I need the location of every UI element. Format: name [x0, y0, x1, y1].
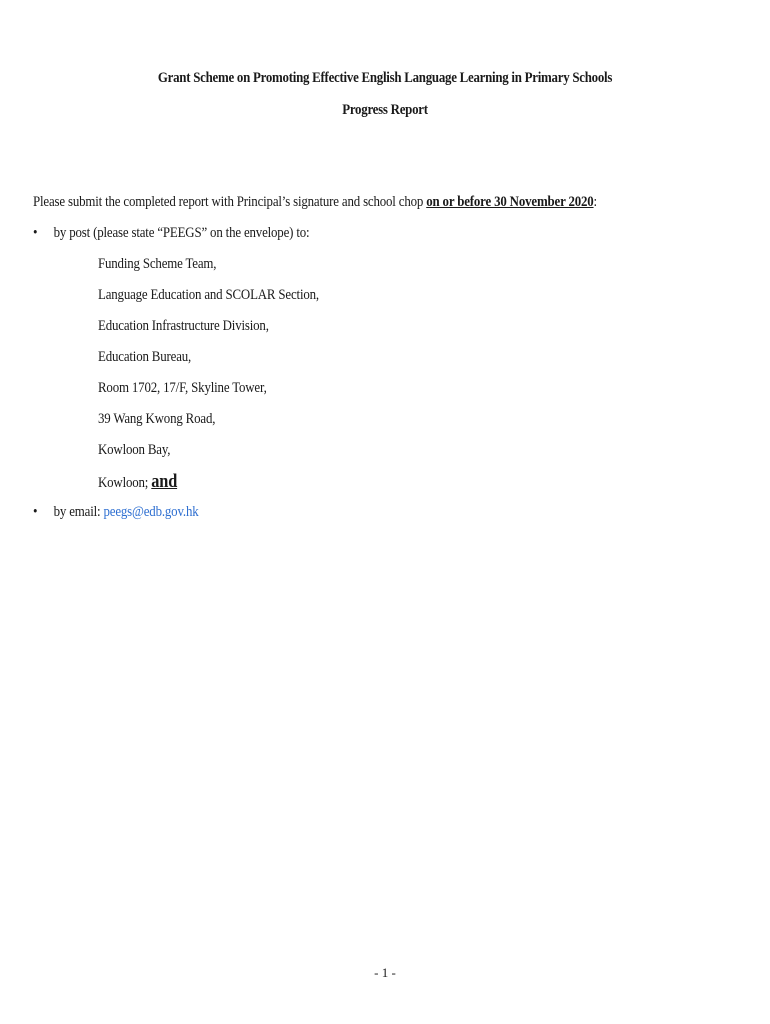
post-bullet [33, 225, 309, 242]
document-title: Grant Scheme on Promoting Effective English Language Learning in Primary Schools [157, 70, 613, 86]
intro-text: Please submit the completed report with Principal’s signature and school chop [33, 194, 427, 210]
bullet-icon: • [33, 225, 38, 241]
deadline-text: on or before 30 November 2020 [426, 194, 594, 210]
email-link[interactable]: peegs@edb.gov.hk [103, 504, 199, 520]
post-instruction: by post (please state “PEEGS” on the envelope) to: [53, 225, 310, 241]
and-word: and [151, 471, 178, 492]
submission-instruction [33, 194, 597, 211]
bullet-icon: • [33, 504, 38, 520]
address-line: Education Bureau, [98, 349, 192, 365]
address-line: Room 1702, 17/F, Skyline Tower, [98, 380, 267, 396]
address-line-text: Kowloon; [98, 475, 152, 491]
email-bullet [33, 504, 199, 521]
email-label: by email: [53, 504, 104, 520]
intro-suffix: : [593, 194, 597, 210]
address-line: Funding Scheme Team, [98, 256, 217, 272]
address-line: 39 Wang Kwong Road, [98, 411, 216, 427]
document-subtitle: Progress Report [342, 102, 428, 118]
page-number: - 1 - [374, 965, 396, 980]
address-line: Language Education and SCOLAR Section, [98, 287, 319, 303]
address-line-last [98, 471, 177, 493]
address-line: Kowloon Bay, [98, 442, 171, 458]
address-line: Education Infrastructure Division, [98, 318, 269, 334]
